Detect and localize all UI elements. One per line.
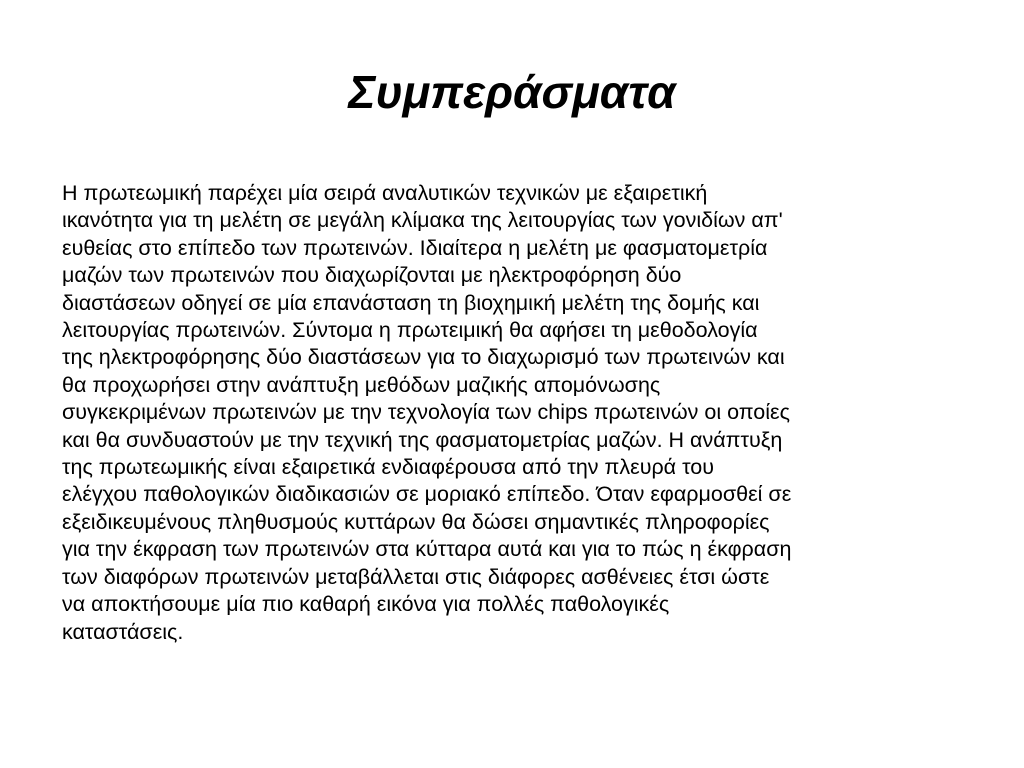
body-line: της πρωτεωμικής είναι εξαιρετικά ενδιαφέρουσα από την πλευρά του bbox=[62, 455, 714, 480]
body-line: να αποκτήσουμε μία πιο καθαρή εικόνα για πολλές παθολογικές bbox=[62, 592, 670, 617]
body-line: μαζών των πρωτεινών που διαχωρίζονται με ηλεκτροφόρηση δύο bbox=[62, 263, 682, 288]
body-line: ευθείας στο επίπεδο των πρωτεινών. Ιδιαίτερα η μελέτη με φασματομετρία bbox=[62, 235, 768, 260]
body-line: εξειδικευμένους πληθυσμούς κυττάρων θα δώσει σημαντικές πληροφορίες bbox=[62, 509, 770, 534]
body-line: καταστάσεις. bbox=[62, 619, 184, 644]
body-line: των διαφόρων πρωτεινών μεταβάλλεται στις διάφορες ασθένειες έτσι ώστε bbox=[62, 564, 770, 589]
slide-body-text bbox=[62, 180, 970, 646]
body-line: λειτουργίας πρωτεινών. Σύντομα η πρωτειμική θα αφήσει τη μεθοδολογία bbox=[62, 318, 758, 343]
body-line: ικανότητα για τη μελέτη σε μεγάλη κλίμακα της λειτουργίας των γονιδίων απ' bbox=[62, 208, 783, 233]
slide-title: Συμπεράσματα bbox=[348, 66, 676, 118]
body-line: Η πρωτεωμική παρέχει μία σειρά αναλυτικών τεχνικών με εξαιρετική bbox=[62, 181, 708, 205]
body-line: διαστάσεων οδηγεί σε μία επανάσταση τη βιοχημική μελέτη της δομής και bbox=[62, 290, 760, 315]
body-line: συγκεκριμένων πρωτεινών με την τεχνολογία των chips πρωτεινών οι οποίες bbox=[62, 400, 790, 425]
body-line: για την έκφραση των πρωτεινών στα κύτταρα αυτά και για το πώς η έκφραση bbox=[62, 537, 792, 562]
body-line: και θα συνδυαστούν με την τεχνική της φασματομετρίας μαζών. Η ανάπτυξη bbox=[62, 427, 783, 452]
body-line: ελέγχου παθολογικών διαδικασιών σε μοριακό επίπεδο. Όταν εφαρμοσθεί σε bbox=[62, 482, 792, 507]
body-line: θα προχωρήσει στην ανάπτυξη μεθόδων μαζικής απομόνωσης bbox=[62, 372, 661, 397]
body-line: της ηλεκτροφόρησης δύο διαστάσεων για το διαχωρισμό των πρωτεινών και bbox=[62, 345, 785, 370]
